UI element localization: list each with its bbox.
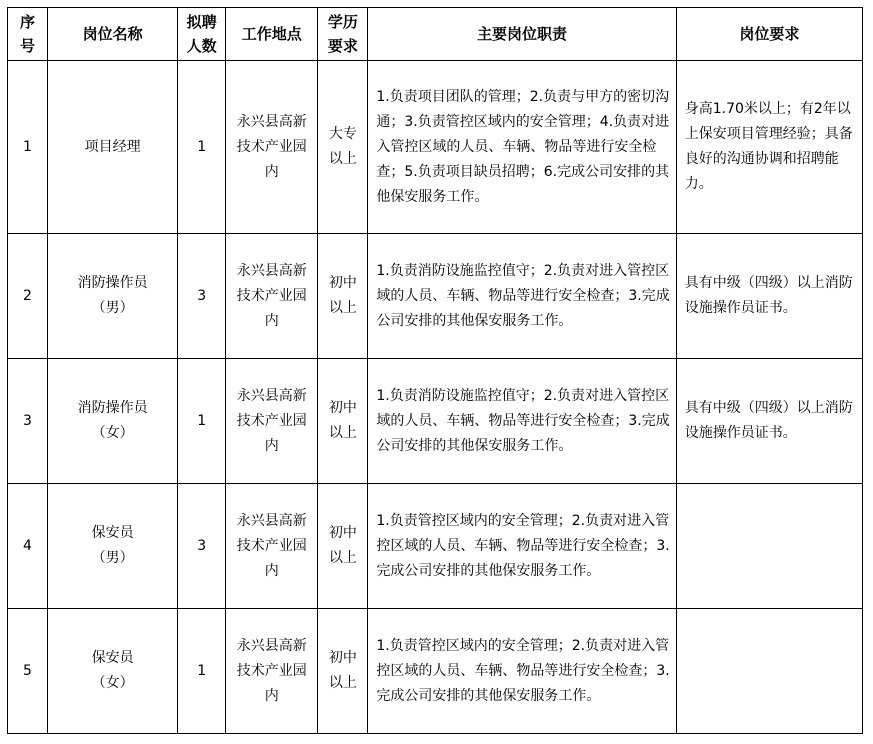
cell-seq: 4: [8, 484, 48, 609]
cell-duties: 1.负责管控区域内的安全管理；2.负责对进入管控区域的人员、车辆、物品等进行安全检查；3.完成公司安排的其他保安服务工作。: [368, 484, 676, 609]
cell-count: 1: [178, 61, 226, 234]
cell-location: 永兴县高新技术产业园内: [226, 234, 318, 359]
header-location: 工作地点: [226, 8, 318, 61]
recruitment-table: [7, 7, 863, 734]
cell-count: 1: [178, 359, 226, 484]
table-row: [8, 484, 863, 609]
table-row: [8, 609, 863, 734]
header-seq: 序号: [8, 8, 48, 61]
table-row: [8, 359, 863, 484]
table-header-row: [8, 8, 863, 61]
cell-name: 保安员（男）: [48, 484, 178, 609]
cell-duties: 1.负责消防设施监控值守；2.负责对进入管控区域的人员、车辆、物品等进行安全检查；3.完成公司安排的其他保安服务工作。: [368, 359, 676, 484]
cell-seq: 1: [8, 61, 48, 234]
header-requirements: 岗位要求: [676, 8, 862, 61]
cell-location: 永兴县高新技术产业园内: [226, 609, 318, 734]
cell-education: 初中以上: [318, 359, 368, 484]
cell-count: 3: [178, 484, 226, 609]
cell-seq: 3: [8, 359, 48, 484]
table-row: [8, 234, 863, 359]
header-duties: 主要岗位职责: [368, 8, 676, 61]
header-name: 岗位名称: [48, 8, 178, 61]
cell-seq: 2: [8, 234, 48, 359]
cell-requirements: 具有中级（四级）以上消防设施操作员证书。: [676, 359, 862, 484]
cell-name: 保安员（女）: [48, 609, 178, 734]
cell-name: 消防操作员（男）: [48, 234, 178, 359]
cell-name: 项目经理: [48, 61, 178, 234]
cell-count: 3: [178, 234, 226, 359]
cell-duties: 1.负责消防设施监控值守；2.负责对进入管控区域的人员、车辆、物品等进行安全检查；3.完成公司安排的其他保安服务工作。: [368, 234, 676, 359]
cell-requirements: [676, 484, 862, 609]
header-education: 学历要求: [318, 8, 368, 61]
cell-duties: 1.负责管控区域内的安全管理；2.负责对进入管控区域的人员、车辆、物品等进行安全检查；3.完成公司安排的其他保安服务工作。: [368, 609, 676, 734]
cell-education: 大专以上: [318, 61, 368, 234]
header-count: 拟聘人数: [178, 8, 226, 61]
cell-location: 永兴县高新技术产业园内: [226, 484, 318, 609]
cell-requirements: [676, 609, 862, 734]
cell-location: 永兴县高新技术产业园内: [226, 359, 318, 484]
table-row: [8, 61, 863, 234]
cell-education: 初中以上: [318, 484, 368, 609]
recruitment-table-container: [7, 7, 863, 734]
cell-name: 消防操作员（女）: [48, 359, 178, 484]
cell-requirements: 身高1.70米以上；有2年以上保安项目管理经验；具备良好的沟通协调和招聘能力。: [676, 61, 862, 234]
cell-education: 初中以上: [318, 234, 368, 359]
cell-duties: 1.负责项目团队的管理；2.负责与甲方的密切沟通；3.负责管控区域内的安全管理；4.负责对进入管控区域的人员、车辆、物品等进行安全检查；5.负责项目缺员招聘；6.完成公司安排的其他保安服务工作。: [368, 61, 676, 234]
cell-seq: 5: [8, 609, 48, 734]
cell-education: 初中以上: [318, 609, 368, 734]
cell-location: 永兴县高新技术产业园内: [226, 61, 318, 234]
cell-requirements: 具有中级（四级）以上消防设施操作员证书。: [676, 234, 862, 359]
cell-count: 1: [178, 609, 226, 734]
